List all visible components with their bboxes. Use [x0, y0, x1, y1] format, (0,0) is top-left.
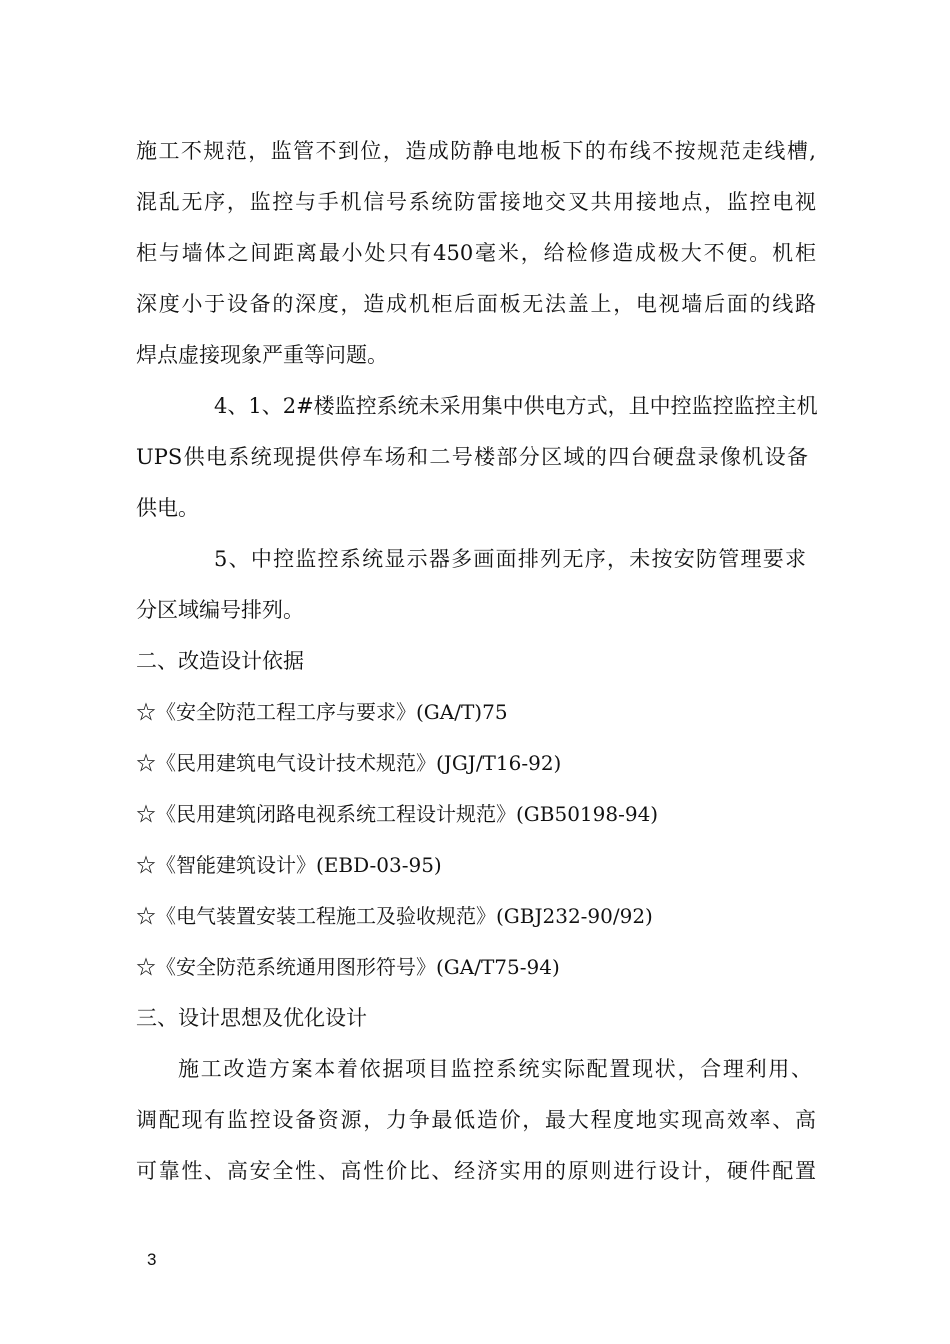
reference-item: ☆《安全防范工程工序与要求》(GA/T)75	[136, 700, 508, 724]
paragraph-line: 分区域编号排列。	[136, 598, 304, 622]
reference-item: ☆《民用建筑闭路电视系统工程设计规范》(GB50198-94)	[136, 802, 659, 826]
paragraph-line: 焊点虚接现象严重等问题。	[136, 343, 388, 367]
reference-item: ☆《电气装置安装工程施工及验收规范》(GBJ232-90/92)	[136, 904, 653, 928]
paragraph-line: 供电。	[136, 496, 199, 520]
list-item-5: 5、中控监控系统显示器多画面排列无序，未按安防管理要求	[214, 547, 806, 571]
paragraph-line: 调配现有监控设备资源，力争最低造价，最大程度地实现高效率、高	[136, 1108, 816, 1132]
paragraph-line: 施工改造方案本着依据项目监控系统实际配置现状，合理利用、	[178, 1057, 812, 1081]
paragraph-line: 深度小于设备的深度，造成机柜后面板无法盖上，电视墙后面的线路	[136, 292, 816, 316]
section-heading-3: 三、设计思想及优化设计	[136, 1006, 367, 1030]
section-heading-2: 二、改造设计依据	[136, 649, 304, 673]
reference-item: ☆《民用建筑电气设计技术规范》(JGJ/T16-92)	[136, 751, 562, 775]
list-item-4: 4、1、2#楼监控系统未采用集中供电方式，且中控监控监控主机	[214, 394, 818, 418]
reference-item: ☆《智能建筑设计》(EBD-03-95)	[136, 853, 442, 877]
paragraph-line: 施工不规范，监管不到位，造成防静电地板下的布线不按规范走线槽,	[136, 139, 816, 163]
paragraph-line: UPS供电系统现提供停车场和二号楼部分区域的四台硬盘录像机设备	[136, 445, 808, 469]
paragraph-line: 可靠性、高安全性、高性价比、经济实用的原则进行设计，硬件配置	[136, 1159, 816, 1183]
paragraph-line: 柜与墙体之间距离最小处只有450毫米，给检修造成极大不便。机柜	[136, 241, 816, 265]
page-number: 3	[147, 1250, 157, 1269]
reference-item: ☆《安全防范系统通用图形符号》(GA/T75-94)	[136, 955, 560, 979]
paragraph-line: 混乱无序，监控与手机信号系统防雷接地交叉共用接地点，监控电视	[136, 190, 816, 214]
